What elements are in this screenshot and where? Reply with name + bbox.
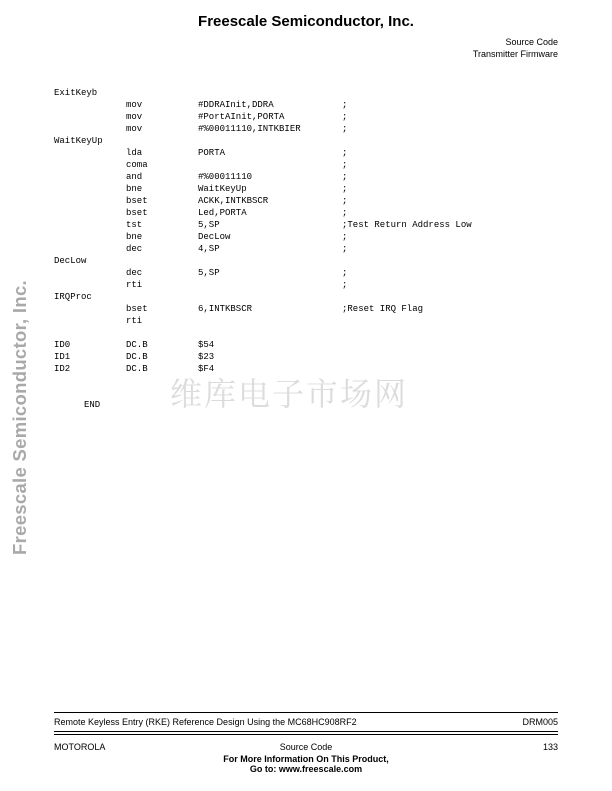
code-operand: 6,INTKBSCR (198, 304, 253, 314)
code-line (54, 352, 554, 364)
code-line (54, 172, 554, 184)
code-opcode: dec (126, 268, 143, 278)
code-comment: ;Test Return Address Low (342, 220, 472, 230)
code-opcode: coma (126, 160, 148, 170)
footer-section: Source Code (279, 742, 333, 752)
code-line (54, 244, 554, 256)
code-listing (54, 88, 554, 376)
footer-document-title: Remote Keyless Entry (RKE) Reference Design Using the MC68HC908RF2 (54, 717, 357, 727)
code-operand: #PortAInit,PORTA (198, 112, 285, 122)
footer-more-info: For More Information On This Product, (223, 754, 389, 764)
code-line (54, 136, 554, 148)
code-opcode: DC.B (126, 364, 148, 374)
code-line (54, 340, 554, 352)
code-opcode: lda (126, 148, 143, 158)
code-opcode: mov (126, 112, 143, 122)
code-opcode: and (126, 172, 143, 182)
code-comment: ; (342, 184, 348, 194)
footer-website: Go to: www.freescale.com (249, 764, 363, 774)
code-line (54, 292, 554, 304)
code-label: ID1 (54, 352, 71, 362)
code-operand: 5,SP (198, 220, 220, 230)
page-header-company: Freescale Semiconductor, Inc. (198, 13, 414, 30)
code-line (54, 220, 554, 232)
code-opcode: mov (126, 124, 143, 134)
code-line (54, 112, 554, 124)
code-comment: ;Reset IRQ Flag (342, 304, 424, 314)
footer-top-rule (54, 712, 558, 713)
code-line (54, 148, 554, 160)
code-line (54, 304, 554, 316)
code-comment: ; (342, 232, 348, 242)
code-line (54, 196, 554, 208)
code-comment: ; (342, 160, 348, 170)
code-line (54, 316, 554, 328)
code-comment: ; (342, 124, 348, 134)
code-opcode: bne (126, 184, 143, 194)
code-opcode: DC.B (126, 352, 148, 362)
code-line (54, 268, 554, 280)
code-line (54, 364, 554, 376)
code-operand: DecLow (198, 232, 231, 242)
code-line (54, 184, 554, 196)
code-line (54, 232, 554, 244)
code-operand: 5,SP (198, 268, 220, 278)
footer-divider-rule-second (54, 734, 558, 735)
code-line (54, 100, 554, 112)
code-line (54, 160, 554, 172)
code-line (54, 280, 554, 292)
code-comment: ; (342, 268, 348, 278)
code-opcode: DC.B (126, 340, 148, 350)
code-comment: ; (342, 100, 348, 110)
code-line (54, 208, 554, 220)
code-operand: 4,SP (198, 244, 220, 254)
code-opcode: bset (126, 208, 148, 218)
code-label: ExitKeyb (54, 88, 98, 98)
code-label: WaitKeyUp (54, 136, 103, 146)
code-opcode: bset (126, 196, 148, 206)
code-comment: ; (342, 172, 348, 182)
code-line (54, 88, 554, 100)
code-opcode: bset (126, 304, 148, 314)
header-subsection-title: Transmitter Firmware (472, 49, 558, 59)
footer-page-number: 133 (542, 742, 558, 752)
code-operand: $F4 (198, 364, 215, 374)
code-line (54, 328, 554, 340)
code-comment: ; (342, 280, 348, 290)
code-comment: ; (342, 196, 348, 206)
code-comment: ; (342, 148, 348, 158)
code-operand: $23 (198, 352, 215, 362)
code-operand: #%00011110 (198, 172, 253, 182)
code-label: IRQProc (54, 292, 92, 302)
code-label: ID0 (54, 340, 71, 350)
code-line (54, 256, 554, 268)
code-operand: #%00011110,INTKBIER (198, 124, 301, 134)
code-end-directive: END (84, 400, 101, 410)
code-comment: ; (342, 112, 348, 122)
footer-divider-rule (54, 731, 558, 732)
code-operand: PORTA (198, 148, 226, 158)
code-opcode: mov (126, 100, 143, 110)
side-watermark: Freescale Semiconductor, Inc. (9, 280, 30, 555)
code-opcode: rti (126, 316, 143, 326)
code-operand: Led,PORTA (198, 208, 247, 218)
code-operand: WaitKeyUp (198, 184, 247, 194)
footer-document-number: DRM005 (522, 717, 558, 727)
code-operand: $54 (198, 340, 215, 350)
background-watermark: 维库电子市场网 (170, 375, 409, 413)
code-opcode: dec (126, 244, 143, 254)
code-operand: ACKK,INTKBSCR (198, 196, 269, 206)
code-comment: ; (342, 244, 348, 254)
code-label: DecLow (54, 256, 87, 266)
code-operand: #DDRAInit,DDRA (198, 100, 274, 110)
code-opcode: bne (126, 232, 143, 242)
code-opcode: tst (126, 220, 143, 230)
code-opcode: rti (126, 280, 143, 290)
header-section-title: Source Code (505, 37, 558, 47)
code-label: ID2 (54, 364, 71, 374)
code-line (54, 124, 554, 136)
footer-company: MOTOROLA (54, 742, 106, 752)
code-comment: ; (342, 208, 348, 218)
